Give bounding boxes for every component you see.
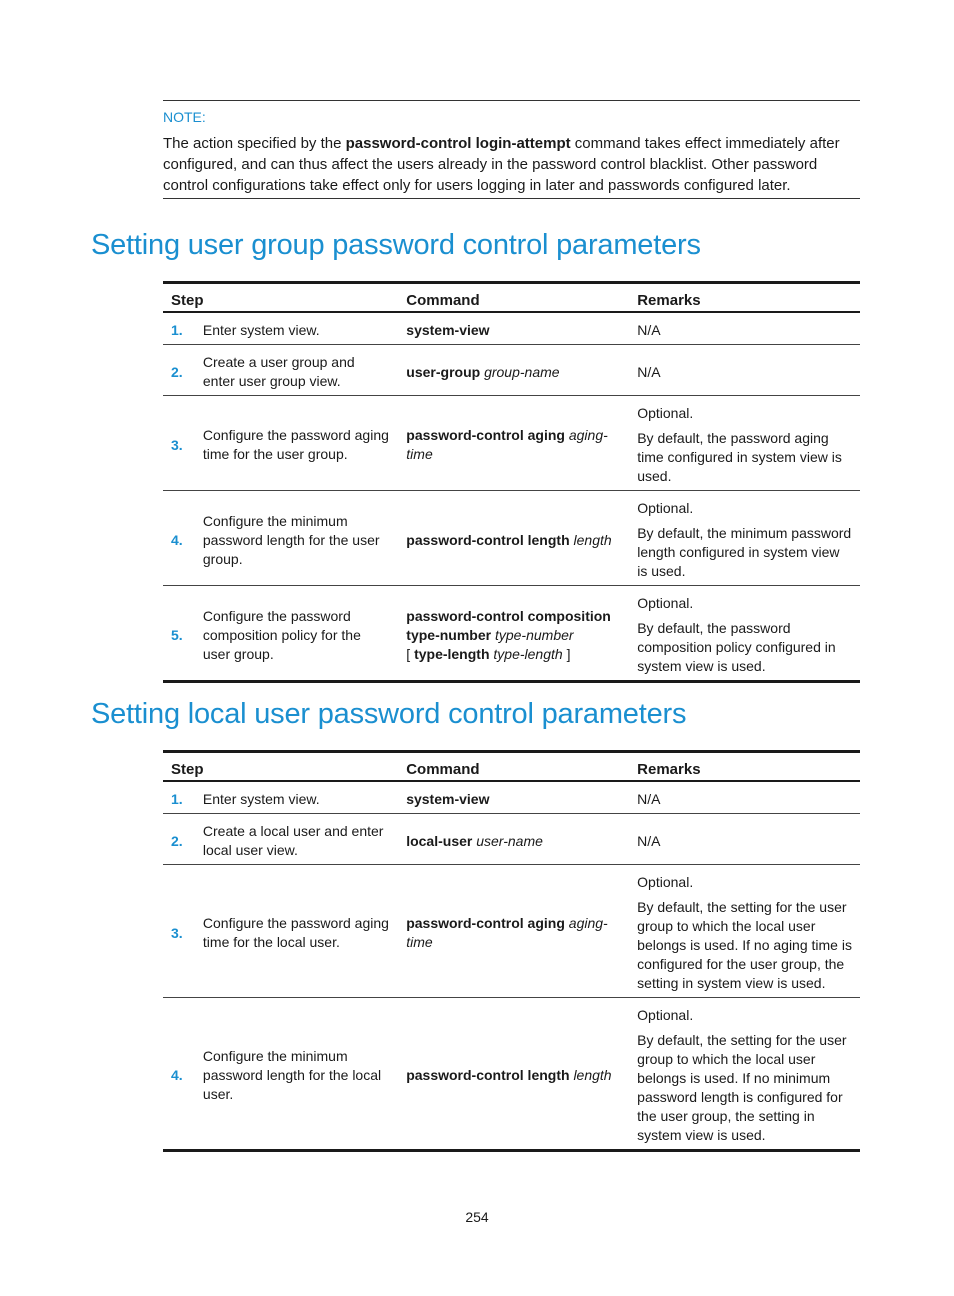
local-user-params-table [163, 750, 860, 1152]
header-remarks: Remarks [629, 283, 860, 313]
remark-paragraph: By default, the password composition policy configured in system view is used. [637, 620, 836, 674]
table-row [163, 865, 860, 998]
header-step: Step [163, 283, 398, 313]
command-argument: user-name [476, 832, 543, 849]
step-number: 3. [163, 396, 187, 491]
note-label: NOTE: [163, 109, 206, 125]
step-description: Configure the password aging time for the user group. [187, 396, 398, 491]
section-title-user-group: Setting user group password control parameters [91, 229, 701, 261]
header-command: Command [398, 283, 629, 313]
command-argument: type-number [494, 626, 574, 643]
step-remarks [629, 814, 860, 865]
note-text-end: command takes effect immediately after configured, and can thus affect the users already in the password control blacklist. Other password control configurations take effect only for users logging in later and passwords configured later. [163, 135, 840, 194]
step-number: 2. [163, 345, 187, 396]
remark-paragraph: N/A [637, 791, 661, 807]
command-argument: aging-time [406, 915, 608, 950]
command-syntax: ] [562, 645, 571, 662]
command-keyword: local-user [406, 832, 477, 849]
command-argument: type-length [493, 645, 563, 662]
step-number: 1. [171, 791, 183, 807]
note-command: password-control login-attempt [345, 135, 571, 152]
command-syntax: [ [406, 645, 415, 662]
command-keyword: user-group [406, 363, 485, 380]
step-command [398, 781, 629, 814]
table-row [163, 781, 860, 814]
command-keyword: password-control length [406, 531, 574, 548]
table-row [163, 312, 860, 345]
remark-paragraph: Optional. [637, 874, 694, 890]
step-command [398, 814, 629, 865]
step-command [398, 396, 629, 491]
note-box [163, 100, 860, 199]
step-remarks [629, 865, 860, 998]
remark-paragraph: By default, the password aging time configured in system view is used. [637, 430, 842, 484]
remark-paragraph: N/A [637, 363, 661, 380]
step-description: Enter system view. [202, 322, 320, 338]
table-row [163, 396, 860, 491]
step-number: 5. [163, 586, 187, 682]
command-keyword: password-control composition [406, 607, 611, 624]
table-row [163, 491, 860, 586]
remark-paragraph: Optional. [637, 595, 694, 611]
command-keyword: system-view [406, 322, 490, 338]
table-header-row [163, 283, 860, 313]
header-remarks: Remarks [629, 752, 860, 782]
step-remarks [629, 396, 860, 491]
step-remarks [629, 781, 860, 814]
step-remarks [629, 586, 860, 682]
step-number: 4. [163, 998, 187, 1151]
step-remarks [629, 345, 860, 396]
header-step: Step [163, 752, 398, 782]
remark-paragraph: By default, the setting for the user group to which the local user belongs is used. If no minimum password length is configured for the user group, the setting in system view is used. [637, 1032, 847, 1143]
command-keyword: password-control aging [406, 427, 569, 443]
command-keyword: system-view [406, 791, 490, 807]
step-remarks [629, 312, 860, 345]
note-text [163, 133, 860, 196]
step-number: 3. [163, 865, 187, 998]
step-description: Create a local user and enter local user view. [187, 814, 398, 865]
command-argument: length [573, 531, 612, 548]
step-description: Configure the password composition policy for the user group. [187, 586, 398, 682]
step-command [398, 345, 629, 396]
user-group-params-table [163, 281, 860, 683]
command-keyword: type-length [414, 645, 494, 662]
command-argument: aging-time [406, 427, 608, 462]
step-command [398, 312, 629, 345]
step-number: 1. [171, 322, 183, 338]
step-number: 2. [163, 814, 187, 865]
note-text-start: The action specified by the [163, 135, 346, 152]
header-command: Command [398, 752, 629, 782]
page-number: 254 [465, 1209, 489, 1225]
table-row [163, 345, 860, 396]
command-keyword: password-control aging [406, 915, 569, 931]
step-command [398, 865, 629, 998]
section-title-local-user: Setting local user password control parameters [91, 698, 687, 730]
table-header-row [163, 752, 860, 782]
step-command [398, 586, 629, 682]
remark-paragraph: Optional. [637, 405, 694, 421]
step-description: Create a user group and enter user group view. [187, 345, 398, 396]
remark-paragraph: Optional. [637, 1007, 694, 1023]
step-description: Enter system view. [202, 791, 320, 807]
step-command [398, 998, 629, 1151]
remark-paragraph: By default, the setting for the user group to which the local user belongs is used. If no aging time is configured for the user group, the setting in system view is used. [637, 899, 852, 991]
command-argument: group-name [484, 363, 560, 380]
remark-paragraph: Optional. [637, 500, 694, 516]
table-row [163, 998, 860, 1151]
step-description: Configure the minimum password length for the user group. [187, 491, 398, 586]
table-row [163, 586, 860, 682]
command-keyword: password-control length [406, 1067, 574, 1083]
remark-paragraph: N/A [637, 832, 661, 849]
remark-paragraph: By default, the minimum password length configured in system view is used. [637, 525, 852, 579]
command-keyword: type-number [406, 626, 495, 643]
step-number: 4. [163, 491, 187, 586]
step-description: Configure the password aging time for the local user. [187, 865, 398, 998]
step-command [398, 491, 629, 586]
step-remarks [629, 998, 860, 1151]
table-row [163, 814, 860, 865]
step-remarks [629, 491, 860, 586]
command-argument: length [573, 1067, 612, 1083]
remark-paragraph: N/A [637, 322, 661, 338]
step-description: Configure the minimum password length for the local user. [187, 998, 398, 1151]
